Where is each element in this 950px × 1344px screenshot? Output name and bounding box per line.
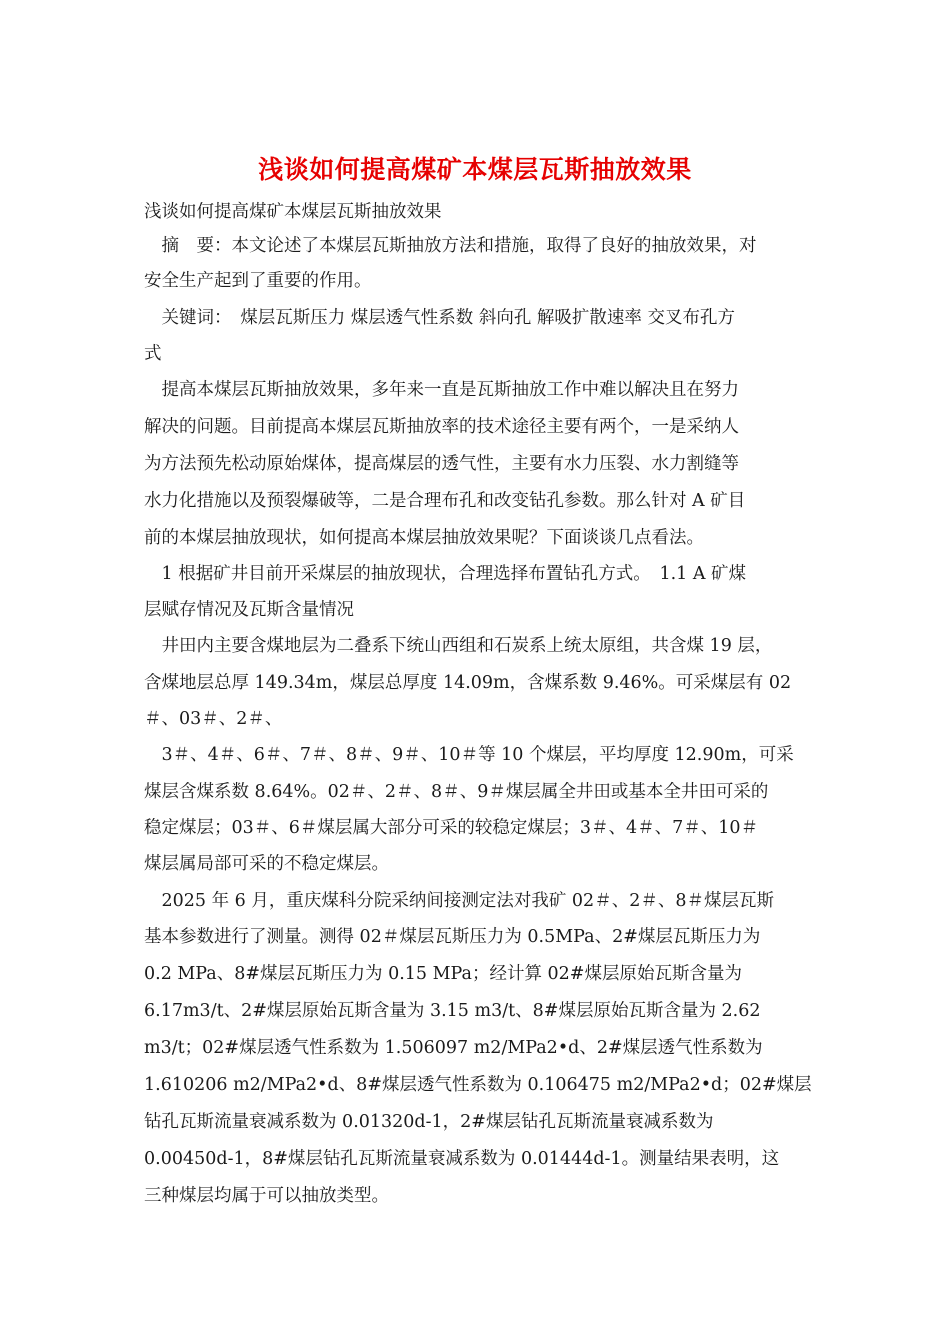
- text-line: 安全生产起到了重要的作用。: [144, 271, 372, 291]
- text-line: 层赋存情况及瓦斯含量情况: [144, 600, 354, 620]
- text-line: 式: [144, 344, 162, 364]
- text-line: 提高本煤层瓦斯抽放效果，多年来一直是瓦斯抽放工作中难以解决且在努力: [144, 380, 739, 400]
- text-line: 解决的问题。目前提高本煤层瓦斯抽放率的技术途径主要有两个，一是采纳人: [144, 417, 739, 437]
- text-line: 煤层属局部可采的不稳定煤层。: [144, 854, 389, 874]
- text-line: 水力化措施以及预裂爆破等，二是合理布孔和改变钻孔参数。那么针对 A 矿目: [144, 491, 746, 511]
- text-line: 稳定煤层；03＃、6＃煤层属大部分可采的较稳定煤层；3＃、4＃、7＃、10＃: [144, 818, 759, 838]
- text-line: 浅谈如何提高煤矿本煤层瓦斯抽放效果: [144, 202, 442, 222]
- text-line: 6.17m3/t、2#煤层原始瓦斯含量为 3.15 m3/t、8#煤层原始瓦斯含量为 2.62: [144, 1001, 761, 1021]
- text-line: 2025 年 6 月，重庆煤科分院采纳间接测定法对我矿 02＃、2＃、8＃煤层瓦斯: [144, 891, 774, 911]
- text-line: 煤层含煤系数 8.64%。02＃、2＃、8＃、9＃煤层属全井田或基本全井田可采的: [144, 782, 769, 802]
- text-line: 摘 要：本文论述了本煤层瓦斯抽放方法和措施，取得了良好的抽放效果，对: [144, 236, 757, 256]
- text-line: 3＃、4＃、6＃、7＃、8＃、9＃、10＃等 10 个煤层，平均厚度 12.90m，可采: [144, 745, 794, 765]
- text-line: 关键词： 煤层瓦斯压力 煤层透气性系数 斜向孔 解吸扩散速率 交叉布孔方: [144, 308, 735, 328]
- text-line: 为方法预先松动原始煤体，提高煤层的透气性，主要有水力压裂、水力割缝等: [144, 454, 739, 474]
- text-line: 1 根据矿井目前开采煤层的抽放现状，合理选择布置钻孔方式。 1.1 A 矿煤: [144, 564, 747, 584]
- text-line: 三种煤层均属于可以抽放类型。: [144, 1186, 389, 1206]
- text-line: 前的本煤层抽放现状，如何提高本煤层抽放效果呢？下面谈谈几点看法。: [144, 528, 704, 548]
- text-line: 0.00450d-1，8#煤层钻孔瓦斯流量衰减系数为 0.01444d-1。测量结果表明，这: [144, 1149, 780, 1169]
- text-line: 基本参数进行了测量。测得 02＃煤层瓦斯压力为 0.5MPa、2#煤层瓦斯压力为: [144, 927, 761, 947]
- document-title: 浅谈如何提高煤矿本煤层瓦斯抽放效果: [258, 155, 692, 184]
- text-line: 钻孔瓦斯流量衰减系数为 0.01320d-1，2#煤层钻孔瓦斯流量衰减系数为: [144, 1112, 714, 1132]
- text-line: 含煤地层总厚 149.34m，煤层总厚度 14.09m，含煤系数 9.46%。可采煤层有 02: [144, 673, 792, 693]
- text-line: m3/t；02#煤层透气性系数为 1.506097 m2/MPa2•d、2#煤层透气性系数为: [144, 1038, 763, 1058]
- text-line: 井田内主要含煤地层为二叠系下统山西组和石炭系上统太原组，共含煤 19 层，: [144, 636, 773, 656]
- text-line: 1.610206 m2/MPa2•d、8#煤层透气性系数为 0.106475 m2/MPa2•d；02#煤层: [144, 1075, 812, 1095]
- text-line: 0.2 MPa、8#煤层瓦斯压力为 0.15 MPa；经计算 02#煤层原始瓦斯含量为: [144, 964, 742, 984]
- text-line: ＃、03＃、2＃、: [144, 709, 283, 729]
